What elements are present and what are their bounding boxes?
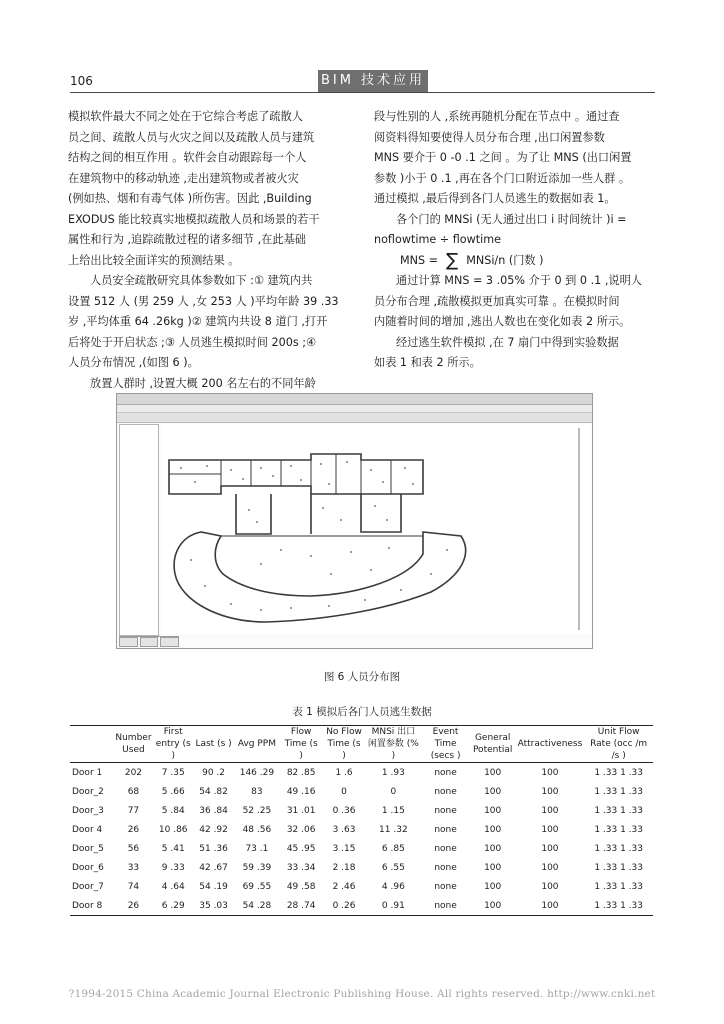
tab bbox=[140, 637, 159, 647]
col-header: Number Used bbox=[115, 733, 152, 755]
table-cell: Door 1 bbox=[72, 767, 103, 778]
text-line: 后将处于开启状态 ;③ 人员逃生模拟时间 200s ;④ bbox=[68, 335, 317, 349]
table-cell: 1 .15 bbox=[381, 805, 405, 816]
table-cell: 49 .16 bbox=[286, 786, 316, 797]
table-cell: 1 .93 bbox=[381, 767, 405, 778]
window-toolbar bbox=[117, 413, 592, 423]
table-cell: 0 .26 bbox=[332, 900, 356, 911]
table-row bbox=[70, 858, 653, 877]
building-curved-wing bbox=[174, 532, 465, 622]
table-cell: Door_5 bbox=[72, 843, 104, 854]
table-cell: 73 .1 bbox=[245, 843, 269, 854]
table-cell: 202 bbox=[124, 767, 143, 778]
table-cell: 42 .67 bbox=[199, 862, 228, 873]
table-cell: 2 .18 bbox=[332, 862, 356, 873]
text-line: 人员安全疏散研究具体参数如下 :① 建筑内共 bbox=[90, 274, 313, 287]
text-line: 通过计算 MNS = 3 .05% 介于 0 到 0 .1 ,说明人 bbox=[396, 274, 642, 287]
text-line: 参数 )小于 0 .1 ,再在各个门口附近添加一些人群 。 bbox=[374, 171, 631, 185]
table-cell: 4 .64 bbox=[161, 881, 185, 892]
table-cell: 1 .33 1 .33 bbox=[594, 862, 643, 873]
col-header: Event Time (secs ) bbox=[430, 727, 461, 761]
text-line: 阅资料得知要使得人员分布合理 ,出口闲置参数 bbox=[374, 130, 605, 144]
table-cell: 1 .33 1 .33 bbox=[594, 900, 643, 911]
col-header: Flow Time (s ) bbox=[284, 727, 318, 761]
table-row bbox=[70, 763, 653, 783]
table-cell: 54 .82 bbox=[199, 786, 228, 797]
floor-plan-canvas bbox=[161, 424, 591, 634]
table-cell: 3 .63 bbox=[332, 824, 356, 835]
table-cell: 1 .33 1 .33 bbox=[594, 843, 643, 854]
sigma-symbol: ∑ bbox=[446, 249, 459, 271]
table-cell: 52 .25 bbox=[242, 805, 272, 816]
table-cell: none bbox=[434, 824, 457, 835]
table-cell: Door 8 bbox=[72, 900, 103, 911]
header-rule bbox=[70, 92, 655, 93]
journal-banner: BIM 技术应用 bbox=[318, 70, 428, 92]
text-line: 员之间、疏散人员与火灾之间以及疏散人员与建筑 bbox=[68, 130, 315, 144]
table-cell: 100 bbox=[541, 843, 559, 854]
text-line: 模拟软件最大不同之处在于它综合考虑了疏散人 bbox=[68, 110, 303, 123]
table-cell: 100 bbox=[541, 786, 559, 797]
table-cell: none bbox=[434, 881, 457, 892]
table-cell: 100 bbox=[484, 786, 502, 797]
formula-rhs: MNSi/n (门数 ) bbox=[466, 253, 544, 267]
text-line: 岁 ,平均体重 64 .26kg )② 建筑内共设 8 道门 ,打开 bbox=[68, 315, 328, 328]
table-cell: 33 .34 bbox=[286, 862, 316, 873]
table-cell: 100 bbox=[541, 881, 559, 892]
table-cell: 0 bbox=[390, 786, 397, 797]
table-cell: 2 .46 bbox=[332, 881, 356, 892]
table-cell: 1 .33 1 .33 bbox=[594, 767, 643, 778]
table-cell: 35 .03 bbox=[199, 900, 228, 911]
text-line: 通过模拟 ,最后得到各门人员逃生的数据如表 1。 bbox=[374, 192, 616, 205]
table-cell: 6 .29 bbox=[161, 900, 185, 911]
table-cell: 100 bbox=[541, 767, 559, 778]
table-row bbox=[70, 820, 653, 839]
text-line: 上给出比较全面详实的预测结果 。 bbox=[68, 253, 240, 267]
table-cell: 100 bbox=[541, 900, 559, 911]
col-header: Attractiveness bbox=[517, 739, 583, 749]
table-cell: 51 .36 bbox=[199, 843, 228, 854]
table-cell: 68 bbox=[127, 786, 140, 797]
table-cell: 11 .32 bbox=[379, 824, 408, 835]
table-cell: 100 bbox=[484, 881, 502, 892]
table-cell: Door_3 bbox=[72, 805, 104, 816]
text-line: MNS 要介于 0 -0 .1 之间 。为了让 MNS (出口闲置 bbox=[374, 151, 632, 164]
table-cell: 5 .84 bbox=[161, 805, 185, 816]
table-cell: none bbox=[434, 900, 457, 911]
col-header: MNSi 出口闲置参数 (% ) bbox=[367, 727, 419, 761]
table-header-row bbox=[70, 726, 653, 763]
table-cell: 26 bbox=[127, 824, 140, 835]
right-column bbox=[374, 107, 660, 374]
table-cell: 100 bbox=[484, 900, 502, 911]
table-cell: none bbox=[434, 786, 457, 797]
table-caption: 表 1 模拟后各门人员逃生数据 bbox=[292, 706, 432, 718]
table-cell: 32 .06 bbox=[286, 824, 316, 835]
table-cell: 42 .92 bbox=[199, 824, 228, 835]
table-cell: 100 bbox=[484, 824, 502, 835]
table-cell: 54 .28 bbox=[242, 900, 272, 911]
col-header: No Flow Time (s ) bbox=[326, 727, 362, 761]
table-cell: 77 bbox=[127, 805, 140, 816]
col-header bbox=[70, 726, 113, 763]
table-cell: 6 .55 bbox=[381, 862, 405, 873]
text-line: 设置 512 人 (男 259 人 ,女 253 人 )平均年龄 39 .33 bbox=[68, 294, 339, 308]
tab bbox=[119, 637, 138, 647]
copyright-footer: ?1994-2015 China Academic Journal Electronic Publishing House. All rights reserved. http://www.cnki.net bbox=[68, 988, 656, 1000]
table-cell: 3 .15 bbox=[332, 843, 356, 854]
table-cell: 90 .2 bbox=[202, 767, 226, 778]
table-cell: 9 .33 bbox=[161, 862, 185, 873]
table-cell: 48 .56 bbox=[242, 824, 272, 835]
table-cell: 49 .58 bbox=[286, 881, 316, 892]
table-cell: 33 bbox=[127, 862, 140, 873]
text-line: 内随着时间的增加 ,逃出人数也在变化如表 2 所示。 bbox=[374, 315, 631, 328]
table-cell: 1 .33 1 .33 bbox=[594, 805, 643, 816]
table-cell: 100 bbox=[484, 862, 502, 873]
text-line: 经过逃生软件模拟 ,在 7 扇门中得到实验数据 bbox=[396, 335, 619, 349]
window-menubar bbox=[117, 405, 592, 413]
table-cell: none bbox=[434, 843, 457, 854]
evacuation-data-table bbox=[70, 725, 653, 916]
table-cell: none bbox=[434, 862, 457, 873]
floor-plan-drawing bbox=[161, 424, 591, 634]
table-cell: 100 bbox=[484, 843, 502, 854]
table-row bbox=[70, 877, 653, 896]
table-cell: Door 4 bbox=[72, 824, 103, 835]
table-cell: 36 .84 bbox=[199, 805, 228, 816]
formula-lhs: MNS = bbox=[400, 253, 439, 267]
table-cell: 4 .96 bbox=[381, 881, 405, 892]
text-line: 放置人群时 ,设置大概 200 名左右的不同年龄 bbox=[90, 376, 316, 390]
text-line: 段与性别的人 ,系统再随机分配在节点中 。通过查 bbox=[374, 110, 620, 123]
table-cell: 100 bbox=[484, 767, 502, 778]
table-cell: 1 .33 1 .33 bbox=[594, 881, 643, 892]
window-titlebar bbox=[117, 394, 592, 405]
table-cell: 26 bbox=[127, 900, 140, 911]
table-cell: 31 .01 bbox=[286, 805, 316, 816]
text-line: 结构之间的相互作用 。软件会自动跟踪每一个人 bbox=[68, 151, 307, 164]
col-header: Avg PPM bbox=[237, 739, 276, 749]
text-line: noflowtime ÷ flowtime bbox=[374, 233, 502, 246]
text-line: EXODUS 能比较真实地模拟疏散人员和场景的若干 bbox=[68, 212, 320, 226]
table-cell: 0 .36 bbox=[332, 805, 356, 816]
text-line: 如表 1 和表 2 所示。 bbox=[374, 356, 481, 369]
table-cell: 100 bbox=[541, 824, 559, 835]
table-cell: 45 .95 bbox=[286, 843, 316, 854]
window-tabs bbox=[119, 636, 179, 646]
tab bbox=[160, 637, 179, 647]
text-line: (例如热、烟和有毒气体 )所伤害。因此 ,Building bbox=[68, 192, 312, 205]
table-cell: 83 bbox=[251, 786, 263, 797]
text-line: 在建筑物中的移动轨迹 ,走出建筑物或者被火灾 bbox=[68, 171, 299, 185]
table-cell: Door_6 bbox=[72, 862, 104, 873]
figure-caption: 图 6 人员分布图 bbox=[323, 671, 401, 683]
table-cell: 1 .33 1 .33 bbox=[594, 824, 643, 835]
text-line: 各个门的 MNSi (无人通过出口 i 时间统计 )i = bbox=[396, 212, 627, 226]
table-cell: 1 .6 bbox=[335, 767, 353, 778]
text-line: 属性和行为 ,追踪疏散过程的诸多细节 ,在此基础 bbox=[68, 233, 306, 246]
left-column bbox=[68, 107, 354, 394]
table-row bbox=[70, 782, 653, 801]
table-cell: 7 .35 bbox=[161, 767, 185, 778]
page-number: 106 bbox=[70, 74, 93, 88]
table-cell: 10 .86 bbox=[158, 824, 188, 835]
table-cell: Door_7 bbox=[72, 881, 104, 892]
table-cell: 5 .66 bbox=[161, 786, 185, 797]
table-cell: none bbox=[434, 767, 457, 778]
table-cell: 74 bbox=[127, 881, 140, 892]
table-cell: 28 .74 bbox=[286, 900, 316, 911]
col-header: Last (s ) bbox=[195, 739, 232, 749]
table-cell: 100 bbox=[484, 805, 502, 816]
table-cell: 0 .91 bbox=[381, 900, 405, 911]
table-cell: 5 .41 bbox=[161, 843, 185, 854]
text-line: 人员分布情况 ,(如图 6 )。 bbox=[68, 356, 199, 369]
table-cell: 1 .33 1 .33 bbox=[594, 786, 643, 797]
table-cell: none bbox=[434, 805, 457, 816]
table-row bbox=[70, 801, 653, 820]
table-cell: Door_2 bbox=[72, 786, 104, 797]
table-cell: 100 bbox=[541, 862, 559, 873]
table-row bbox=[70, 839, 653, 858]
col-header: General Potential bbox=[472, 733, 513, 755]
table-row bbox=[70, 896, 653, 916]
table-cell: 69 .55 bbox=[242, 881, 272, 892]
formula bbox=[374, 251, 660, 272]
table-cell: 56 bbox=[127, 843, 140, 854]
table-cell: 59 .39 bbox=[242, 862, 272, 873]
navigation-tree bbox=[119, 424, 159, 636]
building-middle-section bbox=[236, 494, 401, 534]
table-cell: 100 bbox=[541, 805, 559, 816]
table-cell: 0 bbox=[341, 786, 347, 797]
table-cell: 146 .29 bbox=[239, 767, 275, 778]
col-header: Unit Flow Rate (occ /m /s ) bbox=[590, 727, 648, 761]
text-line: 员分布合理 ,疏散模拟更加真实可靠 。在模拟时间 bbox=[374, 294, 620, 308]
table-cell: 82 .85 bbox=[286, 767, 316, 778]
figure-screenshot bbox=[116, 393, 593, 649]
table-cell: 54 .19 bbox=[199, 881, 228, 892]
col-header: First entry (s ) bbox=[155, 727, 191, 761]
table-cell: 6 .85 bbox=[381, 843, 405, 854]
